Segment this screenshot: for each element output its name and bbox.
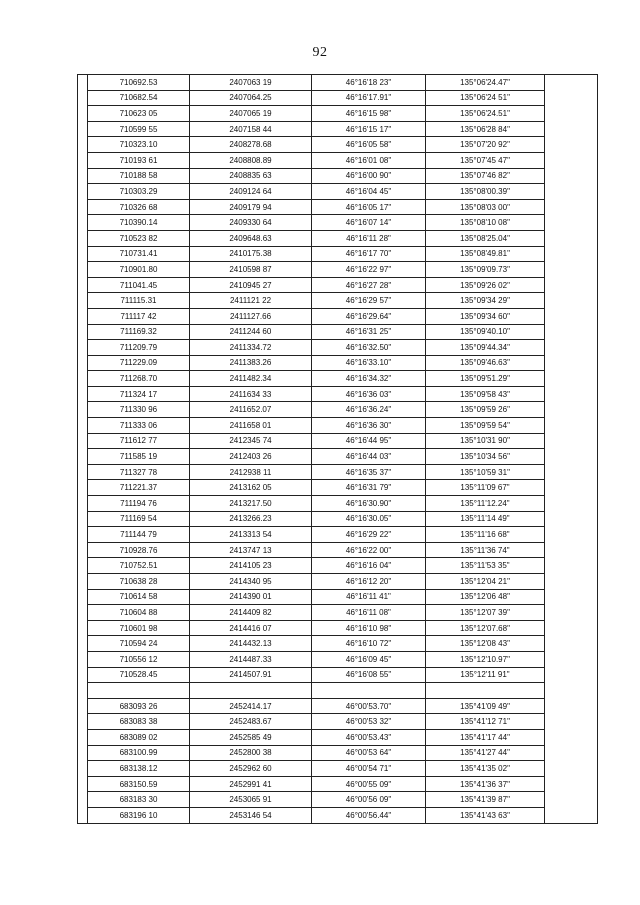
x-coordinate-cell: 683089 02 (88, 729, 190, 745)
table-row (78, 386, 598, 402)
table-row (78, 230, 598, 246)
latitude-cell: 46°00'53.43" (312, 729, 426, 745)
y-coordinate-cell: 2411244 60 (190, 324, 312, 340)
longitude-cell: 135°09'58 43" (426, 386, 545, 402)
x-coordinate-cell: 711144 79 (88, 527, 190, 543)
longitude-cell: 135°12'10.97" (426, 651, 545, 667)
table-row-blank (78, 683, 598, 699)
table-row (78, 324, 598, 340)
latitude-cell: 46°16'05 58" (312, 137, 426, 153)
x-coordinate-cell: 710604 88 (88, 605, 190, 621)
longitude-cell: 135°06'24.47" (426, 75, 545, 91)
y-coordinate-cell: 2411652.07 (190, 402, 312, 418)
latitude-cell: 46°00'56.44" (312, 807, 426, 823)
table-row (78, 698, 598, 714)
x-coordinate-cell: 710901.80 (88, 262, 190, 278)
latitude-cell (312, 683, 426, 699)
x-coordinate-cell: 710682.54 (88, 90, 190, 106)
longitude-cell: 135°10'31 90" (426, 433, 545, 449)
longitude-cell: 135°07'20 92" (426, 137, 545, 153)
latitude-cell: 46°16'11 28" (312, 230, 426, 246)
latitude-cell: 46°16'04 45" (312, 184, 426, 200)
y-coordinate-cell (190, 683, 312, 699)
longitude-cell: 135°11'09 67" (426, 480, 545, 496)
longitude-cell: 135°06'24.51" (426, 106, 545, 122)
latitude-cell: 46°16'18 23" (312, 75, 426, 91)
latitude-cell: 46°16'09 45" (312, 651, 426, 667)
latitude-cell: 46°00'53 64" (312, 745, 426, 761)
longitude-cell: 135°09'59 54" (426, 418, 545, 434)
longitude-cell: 135°09'34 29" (426, 293, 545, 309)
y-coordinate-cell: 2408835 63 (190, 168, 312, 184)
y-coordinate-cell: 2407158 44 (190, 121, 312, 137)
table-row (78, 776, 598, 792)
x-coordinate-cell: 711585 19 (88, 449, 190, 465)
x-coordinate-cell: 711117 42 (88, 308, 190, 324)
x-coordinate-cell: 710692.53 (88, 75, 190, 91)
latitude-cell: 46°16'15 98" (312, 106, 426, 122)
latitude-cell: 46°16'36 03" (312, 386, 426, 402)
latitude-cell: 46°16'29.64" (312, 308, 426, 324)
y-coordinate-cell: 2412403 26 (190, 449, 312, 465)
longitude-cell: 135°09'26 02" (426, 277, 545, 293)
x-coordinate-cell: 710731.41 (88, 246, 190, 262)
longitude-cell: 135°06'24 51" (426, 90, 545, 106)
table-row (78, 792, 598, 808)
latitude-cell: 46°00'53.70" (312, 698, 426, 714)
table-row (78, 729, 598, 745)
y-coordinate-cell: 2407065 19 (190, 106, 312, 122)
longitude-cell: 135°10'34 56" (426, 449, 545, 465)
table-row (78, 418, 598, 434)
x-coordinate-cell: 710623 05 (88, 106, 190, 122)
x-coordinate-cell: 711229.09 (88, 355, 190, 371)
longitude-cell: 135°08'00.39" (426, 184, 545, 200)
longitude-cell: 135°09'40.10" (426, 324, 545, 340)
latitude-cell: 46°16'31 79" (312, 480, 426, 496)
y-coordinate-cell: 2452585 49 (190, 729, 312, 745)
x-coordinate-cell: 711612 77 (88, 433, 190, 449)
y-coordinate-cell: 2411482.34 (190, 371, 312, 387)
x-coordinate-cell: 683150.59 (88, 776, 190, 792)
table-row (78, 714, 598, 730)
latitude-cell: 46°16'32.50" (312, 340, 426, 356)
y-coordinate-cell: 2407064.25 (190, 90, 312, 106)
longitude-cell: 135°41'39 87" (426, 792, 545, 808)
y-coordinate-cell: 2411383.26 (190, 355, 312, 371)
longitude-cell: 135°08'49.81" (426, 246, 545, 262)
table-row (78, 511, 598, 527)
y-coordinate-cell: 2409124 64 (190, 184, 312, 200)
longitude-cell: 135°08'25.04" (426, 230, 545, 246)
longitude-cell: 135°12'11 91" (426, 667, 545, 683)
x-coordinate-cell: 710193 61 (88, 152, 190, 168)
x-coordinate-cell: 711169.32 (88, 324, 190, 340)
longitude-cell: 135°07'45 47" (426, 152, 545, 168)
longitude-cell: 135°06'28 84" (426, 121, 545, 137)
longitude-cell: 135°09'34 60" (426, 308, 545, 324)
x-coordinate-cell: 711327 78 (88, 464, 190, 480)
y-coordinate-cell: 2452483.67 (190, 714, 312, 730)
x-coordinate-cell: 711221.37 (88, 480, 190, 496)
table-row (78, 340, 598, 356)
x-coordinate-cell: 710928.76 (88, 542, 190, 558)
x-coordinate-cell: 683093 26 (88, 698, 190, 714)
x-coordinate-cell (88, 683, 190, 699)
x-coordinate-cell: 710556 12 (88, 651, 190, 667)
x-coordinate-cell: 711209.79 (88, 340, 190, 356)
longitude-cell: 135°11'53 35" (426, 558, 545, 574)
coordinates-table (77, 74, 598, 824)
x-coordinate-cell: 710523 82 (88, 230, 190, 246)
longitude-cell: 135°41'17 44" (426, 729, 545, 745)
table-row (78, 277, 598, 293)
y-coordinate-cell: 2411127.66 (190, 308, 312, 324)
table-row (78, 215, 598, 231)
table-row (78, 620, 598, 636)
table-row (78, 651, 598, 667)
latitude-cell: 46°16'07 14" (312, 215, 426, 231)
table-row (78, 90, 598, 106)
longitude-cell: 135°41'12 71" (426, 714, 545, 730)
latitude-cell: 46°00'56 09" (312, 792, 426, 808)
table-row (78, 168, 598, 184)
latitude-cell: 46°16'30.05" (312, 511, 426, 527)
y-coordinate-cell: 2409330 64 (190, 215, 312, 231)
latitude-cell: 46°16'34.32" (312, 371, 426, 387)
latitude-cell: 46°16'22 00" (312, 542, 426, 558)
y-coordinate-cell: 2413162 05 (190, 480, 312, 496)
x-coordinate-cell: 710303.29 (88, 184, 190, 200)
y-coordinate-cell: 2410945 27 (190, 277, 312, 293)
latitude-cell: 46°00'54 71" (312, 761, 426, 777)
table-row (78, 106, 598, 122)
x-coordinate-cell: 711115.31 (88, 293, 190, 309)
latitude-cell: 46°16'30.90" (312, 496, 426, 512)
longitude-cell: 135°08'03 00" (426, 199, 545, 215)
latitude-cell: 46°16'17 70" (312, 246, 426, 262)
table-row (78, 433, 598, 449)
y-coordinate-cell: 2412938 11 (190, 464, 312, 480)
latitude-cell: 46°00'55 09" (312, 776, 426, 792)
table-row (78, 355, 598, 371)
x-coordinate-cell: 710601 98 (88, 620, 190, 636)
y-coordinate-cell: 2413747 13 (190, 542, 312, 558)
latitude-cell: 46°16'11 41" (312, 589, 426, 605)
table-row (78, 371, 598, 387)
longitude-cell: 135°41'36 37" (426, 776, 545, 792)
latitude-cell: 46°16'05 17" (312, 199, 426, 215)
notes-column (545, 75, 598, 824)
x-coordinate-cell: 683183 30 (88, 792, 190, 808)
table-row (78, 605, 598, 621)
longitude-cell: 135°12'07 39" (426, 605, 545, 621)
longitude-cell (426, 683, 545, 699)
longitude-cell: 135°41'09 49" (426, 698, 545, 714)
table-row (78, 308, 598, 324)
table-row (78, 480, 598, 496)
longitude-cell: 135°10'59 31" (426, 464, 545, 480)
latitude-cell: 46°00'53 32" (312, 714, 426, 730)
x-coordinate-cell: 710188 58 (88, 168, 190, 184)
longitude-cell: 135°09'46.63" (426, 355, 545, 371)
latitude-cell: 46°16'16 04" (312, 558, 426, 574)
longitude-cell: 135°11'12.24" (426, 496, 545, 512)
y-coordinate-cell: 2411121 22 (190, 293, 312, 309)
table-row (78, 464, 598, 480)
latitude-cell: 46°16'12 20" (312, 574, 426, 590)
longitude-cell: 135°12'07.68" (426, 620, 545, 636)
longitude-cell: 135°12'06 48" (426, 589, 545, 605)
table-row (78, 589, 598, 605)
x-coordinate-cell: 710638 28 (88, 574, 190, 590)
y-coordinate-cell: 2414507.91 (190, 667, 312, 683)
x-coordinate-cell: 710323.10 (88, 137, 190, 153)
latitude-cell: 46°16'44 95" (312, 433, 426, 449)
x-coordinate-cell: 711324 17 (88, 386, 190, 402)
table-row (78, 152, 598, 168)
longitude-cell: 135°41'27 44" (426, 745, 545, 761)
longitude-cell: 135°41'35 02" (426, 761, 545, 777)
y-coordinate-cell: 2414487.33 (190, 651, 312, 667)
longitude-cell: 135°09'44.34" (426, 340, 545, 356)
x-coordinate-cell: 710594 24 (88, 636, 190, 652)
table-row (78, 137, 598, 153)
latitude-cell: 46°16'36.24" (312, 402, 426, 418)
page-number: 92 (312, 45, 328, 60)
x-coordinate-cell: 710326 68 (88, 199, 190, 215)
longitude-cell: 135°09'51.29" (426, 371, 545, 387)
longitude-cell: 135°41'43 63" (426, 807, 545, 823)
latitude-cell: 46°16'00 90" (312, 168, 426, 184)
table-row (78, 199, 598, 215)
y-coordinate-cell: 2414432.13 (190, 636, 312, 652)
y-coordinate-cell: 2410175.38 (190, 246, 312, 262)
longitude-cell: 135°11'36 74" (426, 542, 545, 558)
table-row (78, 807, 598, 823)
latitude-cell: 46°16'29 22" (312, 527, 426, 543)
x-coordinate-cell: 683083 38 (88, 714, 190, 730)
longitude-cell: 135°11'16 68" (426, 527, 545, 543)
x-coordinate-cell: 711169 54 (88, 511, 190, 527)
latitude-cell: 46°16'11 08" (312, 605, 426, 621)
latitude-cell: 46°16'17.91" (312, 90, 426, 106)
y-coordinate-cell: 2410598 87 (190, 262, 312, 278)
y-coordinate-cell: 2414409 82 (190, 605, 312, 621)
x-coordinate-cell: 710599 55 (88, 121, 190, 137)
latitude-cell: 46°16'10 72" (312, 636, 426, 652)
latitude-cell: 46°16'22 97" (312, 262, 426, 278)
longitude-cell: 135°07'46 82" (426, 168, 545, 184)
y-coordinate-cell: 2413217.50 (190, 496, 312, 512)
x-coordinate-cell: 711041.45 (88, 277, 190, 293)
table-row (78, 75, 598, 91)
x-coordinate-cell: 683196 10 (88, 807, 190, 823)
latitude-cell: 46°16'31 25" (312, 324, 426, 340)
y-coordinate-cell: 2408808.89 (190, 152, 312, 168)
longitude-cell: 135°12'04 21" (426, 574, 545, 590)
y-coordinate-cell: 2413266.23 (190, 511, 312, 527)
y-coordinate-cell: 2452962 60 (190, 761, 312, 777)
table-row (78, 527, 598, 543)
x-coordinate-cell: 710528.45 (88, 667, 190, 683)
y-coordinate-cell: 2452414.17 (190, 698, 312, 714)
latitude-cell: 46°16'08 55" (312, 667, 426, 683)
longitude-cell: 135°09'09.73" (426, 262, 545, 278)
x-coordinate-cell: 711333 06 (88, 418, 190, 434)
latitude-cell: 46°16'01 08" (312, 152, 426, 168)
y-coordinate-cell: 2453065 91 (190, 792, 312, 808)
y-coordinate-cell: 2414340 95 (190, 574, 312, 590)
y-coordinate-cell: 2411658 01 (190, 418, 312, 434)
table-row (78, 293, 598, 309)
latitude-cell: 46°16'27 28" (312, 277, 426, 293)
table-row (78, 542, 598, 558)
table-row (78, 636, 598, 652)
table-row (78, 574, 598, 590)
x-coordinate-cell: 683138.12 (88, 761, 190, 777)
x-coordinate-cell: 710614 58 (88, 589, 190, 605)
y-coordinate-cell: 2409179 94 (190, 199, 312, 215)
table-row (78, 449, 598, 465)
y-coordinate-cell: 2412345 74 (190, 433, 312, 449)
latitude-cell: 46°16'15 17" (312, 121, 426, 137)
table-row (78, 246, 598, 262)
latitude-cell: 46°16'44 03" (312, 449, 426, 465)
x-coordinate-cell: 711330 96 (88, 402, 190, 418)
table-row (78, 121, 598, 137)
latitude-cell: 46°16'29 57" (312, 293, 426, 309)
x-coordinate-cell: 711268.70 (88, 371, 190, 387)
table-row (78, 496, 598, 512)
table-row (78, 667, 598, 683)
latitude-cell: 46°16'36 30" (312, 418, 426, 434)
x-coordinate-cell: 710390.14 (88, 215, 190, 231)
y-coordinate-cell: 2409648.63 (190, 230, 312, 246)
y-coordinate-cell: 2407063 19 (190, 75, 312, 91)
y-coordinate-cell: 2411334.72 (190, 340, 312, 356)
longitude-cell: 135°11'14 49" (426, 511, 545, 527)
y-coordinate-cell: 2452991 41 (190, 776, 312, 792)
latitude-cell: 46°16'33.10" (312, 355, 426, 371)
table-row (78, 402, 598, 418)
left-margin-column (78, 75, 88, 824)
table-row (78, 262, 598, 278)
x-coordinate-cell: 710752.51 (88, 558, 190, 574)
y-coordinate-cell: 2408278.68 (190, 137, 312, 153)
table-row (78, 761, 598, 777)
y-coordinate-cell: 2413313 54 (190, 527, 312, 543)
x-coordinate-cell: 683100.99 (88, 745, 190, 761)
latitude-cell: 46°16'35 37" (312, 464, 426, 480)
x-coordinate-cell: 711194 76 (88, 496, 190, 512)
longitude-cell: 135°09'59 26" (426, 402, 545, 418)
table-row (78, 745, 598, 761)
y-coordinate-cell: 2453146 54 (190, 807, 312, 823)
y-coordinate-cell: 2411634 33 (190, 386, 312, 402)
latitude-cell: 46°16'10 98" (312, 620, 426, 636)
y-coordinate-cell: 2414105 23 (190, 558, 312, 574)
table-row (78, 184, 598, 200)
coordinates-table-body (78, 75, 598, 824)
y-coordinate-cell: 2452800 38 (190, 745, 312, 761)
y-coordinate-cell: 2414416 07 (190, 620, 312, 636)
y-coordinate-cell: 2414390 01 (190, 589, 312, 605)
longitude-cell: 135°12'08 43" (426, 636, 545, 652)
table-row (78, 558, 598, 574)
longitude-cell: 135°08'10 08" (426, 215, 545, 231)
